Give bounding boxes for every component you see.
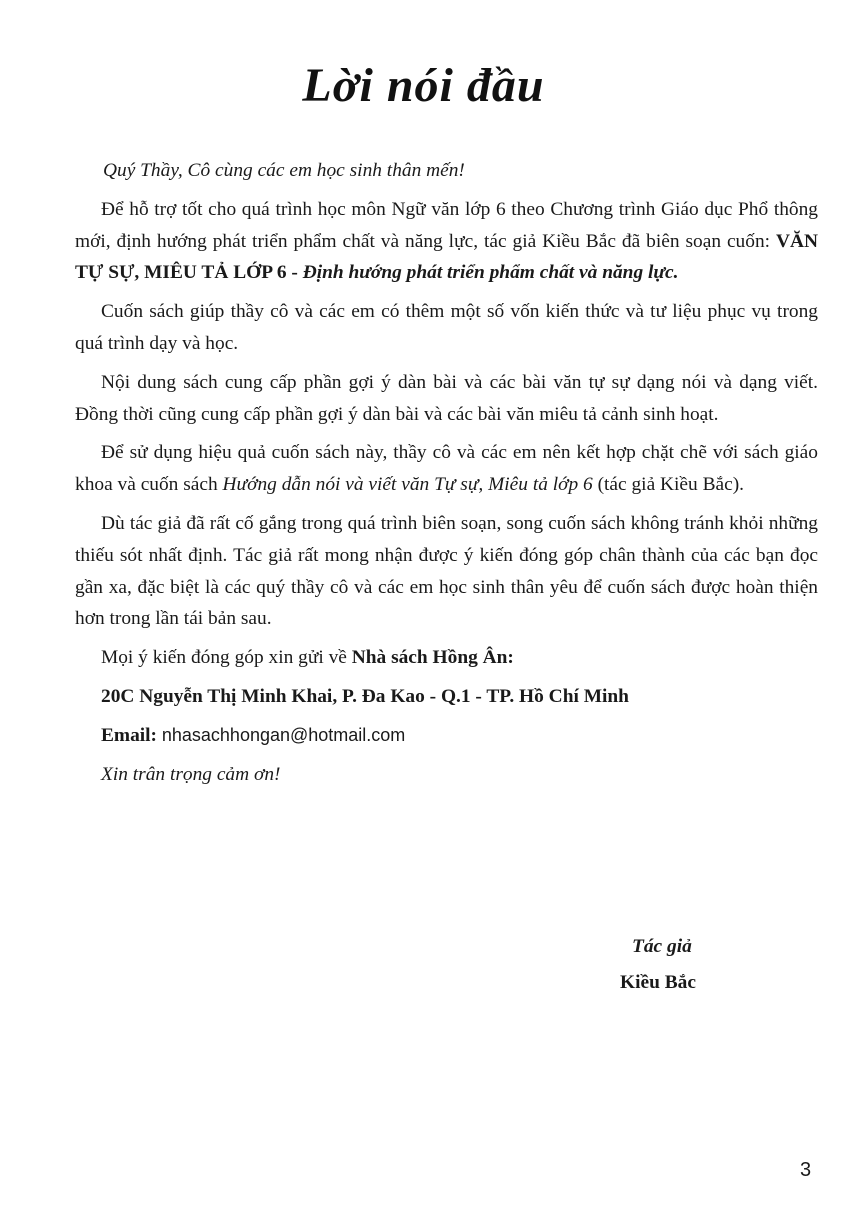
- paragraph-2: Cuốn sách giúp thầy cô và các em có thêm một số vốn kiến thức và tư liệu phục vụ trong quá trình dạy và học.: [75, 301, 818, 354]
- paragraph-4-after: (tác giả Kiều Bắc).: [592, 474, 745, 496]
- paragraph-3: Nội dung sách cung cấp phần gợi ý dàn bài và các bài văn tự sự dạng nói và dạng viết. Đồng thời cũng cung cấp phần gợi ý dàn bài và các bài văn miêu tả cảnh sinh hoạt.: [75, 371, 818, 425]
- thanks-line: Xin trân trọng cảm ơn!: [101, 763, 281, 785]
- greeting: Quý Thầy, Cô cùng các em học sinh thân mến!: [103, 160, 465, 181]
- contact-intro-line: [75, 642, 818, 674]
- paragraph-5: Dù tác giả đã rất cố gắng trong quá trình biên soạn, song cuốn sách không tránh khỏi những thiếu sót nhất định. Tác giả rất mong nhận được ý kiến đóng góp chân thành của các bạn đọc gần xa, đặc biệt là các quý thầy cô và các em học sinh thân yêu để cuốn sách được hoàn thiện hơn trong lần tái bản sau.: [75, 512, 818, 630]
- publisher-address: 20C Nguyễn Thị Minh Khai, P. Đa Kao - Q.1 - TP. Hồ Chí Minh: [101, 685, 629, 707]
- publisher-name: Nhà sách Hồng Ân:: [351, 647, 514, 669]
- page-number: 3: [800, 1159, 812, 1181]
- contact-intro: Mọi ý kiến đóng góp xin gửi về: [101, 647, 352, 669]
- email-line: [75, 720, 818, 752]
- paragraph-1-text: Để hỗ trợ tốt cho quá trình học môn Ngữ văn lớp 6 theo Chương trình Giáo dục Phổ thông mới, định hướng phát triển phẩm chất và năng lực, tác giả Kiều Bắc đã biên soạn cuốn:: [75, 198, 818, 252]
- reference-book-title: Hướng dẫn nói và viết văn Tự sự, Miêu tả lớp 6: [222, 474, 593, 496]
- paragraph-4-before: Để sử dụng hiệu quả cuốn sách này, thầy cô và các em nên kết hợp chặt chẽ với sách giáo khoa và cuốn sách: [75, 442, 818, 496]
- book-title: VĂN TỰ SỰ, MIÊU TẢ LỚP 6 -: [75, 230, 818, 284]
- page-title: Lời nói đầu: [302, 59, 545, 112]
- preface-body: [75, 155, 818, 790]
- email-label: Email:: [101, 724, 158, 746]
- paragraph-1: [75, 194, 818, 289]
- paragraph-4: [75, 437, 818, 501]
- email-address: nhasachhongan@hotmail.com: [161, 724, 406, 745]
- signature-name: Kiều Bắc: [620, 972, 696, 993]
- book-subtitle: Định hướng phát triển phẩm chất và năng lực.: [302, 262, 679, 284]
- signature-role: Tác giả: [632, 936, 692, 957]
